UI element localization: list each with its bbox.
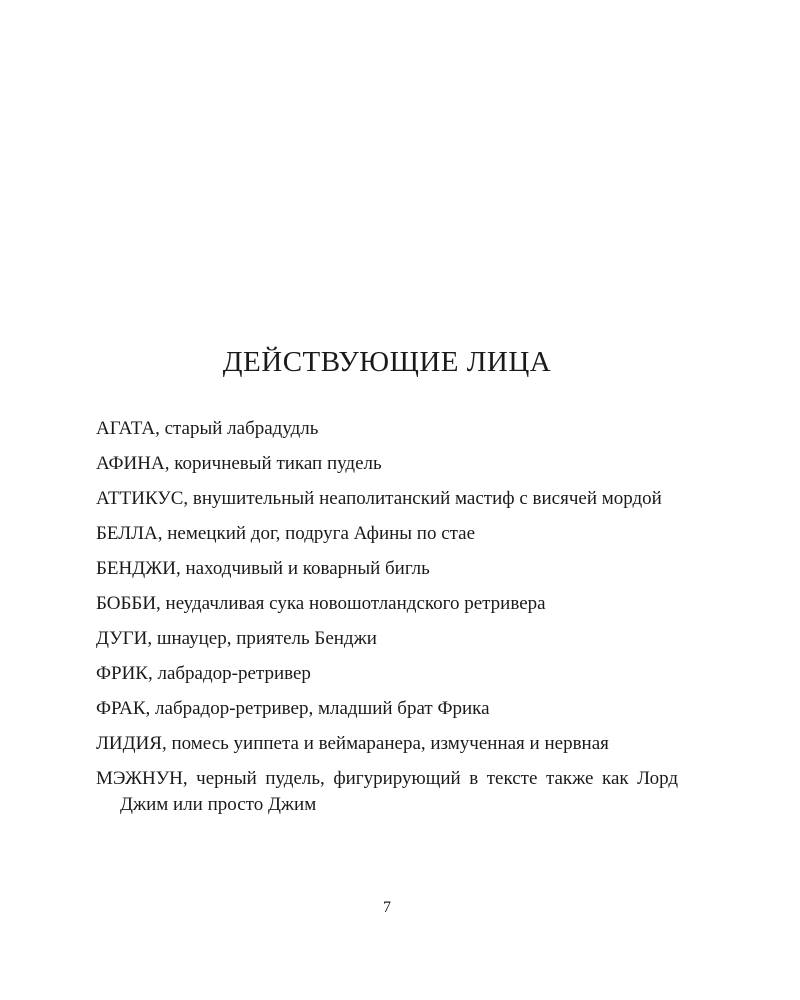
character-entry-bella: БЕЛЛА, немецкий дог, подруга Афины по стае — [96, 523, 476, 544]
character-entry-dugi: ДУГИ, шнауцер, приятель Бенджи — [96, 628, 377, 649]
character-entry-attikus: АТТИКУС, внушительный неаполитанский мастиф с висячей мордой — [96, 488, 662, 509]
page-number: 7 — [383, 899, 391, 916]
character-entry-frak: ФРАК, лабрадор-ретривер, младший брат Фрика — [96, 698, 490, 719]
character-list — [96, 416, 678, 827]
character-entry-agata: АГАТА, старый лабрадудль — [96, 418, 319, 439]
character-entry-afina: АФИНА, коричневый тикап пудель — [96, 453, 382, 474]
page-title: ДЕЙСТВУЮЩИЕ ЛИЦА — [222, 346, 552, 378]
character-entry-bendzhi: БЕНДЖИ, находчивый и коварный бигль — [96, 558, 430, 579]
character-entry-mezhnun: МЭЖНУН, черный пудель, фигурирующий в тексте также как Лорд Джим или просто Джим — [96, 768, 678, 815]
character-entry-lidiya: ЛИДИЯ, помесь уиппета и веймаранера, измученная и нервная — [96, 733, 609, 754]
character-entry-frik: ФРИК, лабрадор-ретривер — [96, 663, 311, 684]
character-entry-bobbi: БОББИ, неудачливая сука новошотландского ретривера — [96, 593, 546, 614]
